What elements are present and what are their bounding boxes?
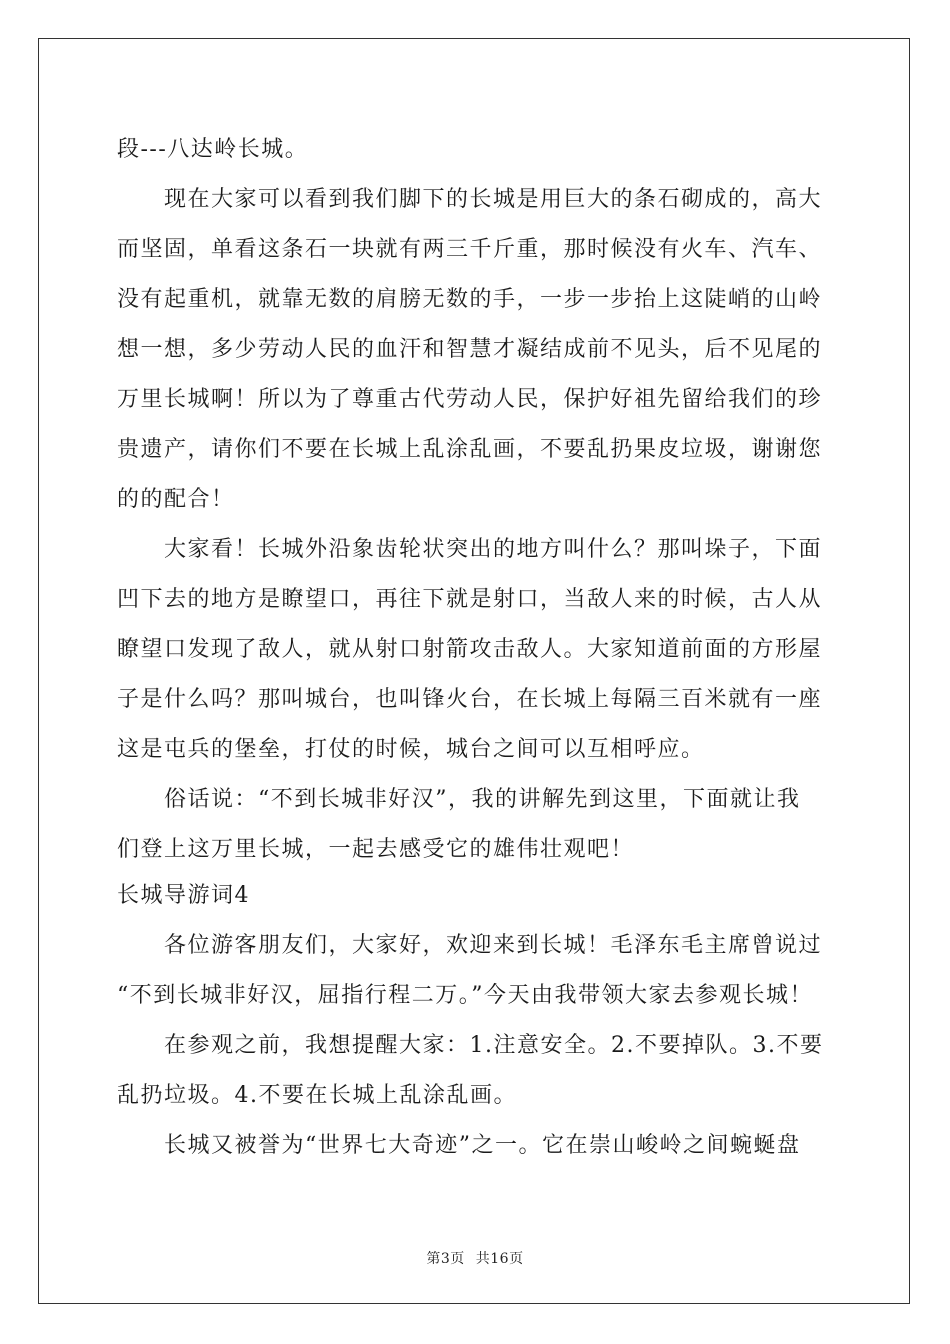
text-line: 凹下去的地方是瞭望口，再往下就是射口，当敌人来的时候，古人从: [117, 587, 823, 612]
text-line: 现在大家可以看到我们脚下的长城是用巨大的条石砌成的，高大: [164, 187, 823, 212]
text-line: 想一想，多少劳动人民的血汗和智慧才凝结成前不见头，后不见尾的: [117, 337, 823, 362]
page-number: 第3页: [426, 1251, 465, 1267]
text-line: 们登上这万里长城，一起去感受它的雄伟壮观吧！: [117, 837, 635, 862]
text-line: 没有起重机，就靠无数的肩膀无数的手，一步一步抬上这陡峭的山岭: [117, 287, 823, 312]
text-line: 长城又被誉为“世界七大奇迹”之一。它在崇山峻岭之间蜿蜒盘: [164, 1133, 801, 1158]
text-line: 在参观之前，我想提醒大家：1.注意安全。2.不要掉队。3.不要: [164, 1033, 824, 1058]
text-line: 瞭望口发现了敌人，就从射口射箭攻击敌人。大家知道前面的方形屋: [117, 637, 823, 662]
page-border: [38, 38, 910, 1304]
text-line: 子是什么吗？那叫城台，也叫锋火台，在长城上每隔三百米就有一座: [117, 687, 823, 712]
text-line: “不到长城非好汉，屈指行程二万。”今天由我带领大家去参观长城！: [117, 983, 813, 1008]
page-total: 共16页: [475, 1251, 524, 1267]
text-line: 而坚固，单看这条石一块就有两三千斤重，那时候没有火车、汽车、: [117, 237, 823, 262]
text-line: 贵遗产，请你们不要在长城上乱涂乱画，不要乱扔果皮垃圾，谢谢您: [117, 437, 823, 462]
text-line: 各位游客朋友们，大家好，欢迎来到长城！毛泽东毛主席曾说过: [164, 933, 823, 958]
text-line: 段---八达岭长城。: [117, 137, 309, 162]
text-line: 这是屯兵的堡垒，打仗的时候，城台之间可以互相呼应。: [117, 737, 705, 762]
text-line: 的的配合！: [117, 487, 235, 512]
text-line: 乱扔垃圾。4.不要在长城上乱涂乱画。: [117, 1083, 517, 1108]
text-line: 万里长城啊！所以为了尊重古代劳动人民，保护好祖先留给我们的珍: [117, 387, 823, 412]
text-line: 大家看！长城外沿象齿轮状突出的地方叫什么？那叫垛子，下面: [164, 537, 823, 562]
text-line: 俗话说：“不到长城非好汉”，我的讲解先到这里，下面就让我: [164, 787, 801, 812]
section-heading: 长城导游词4: [117, 883, 250, 908]
page-footer: [0, 1248, 950, 1268]
